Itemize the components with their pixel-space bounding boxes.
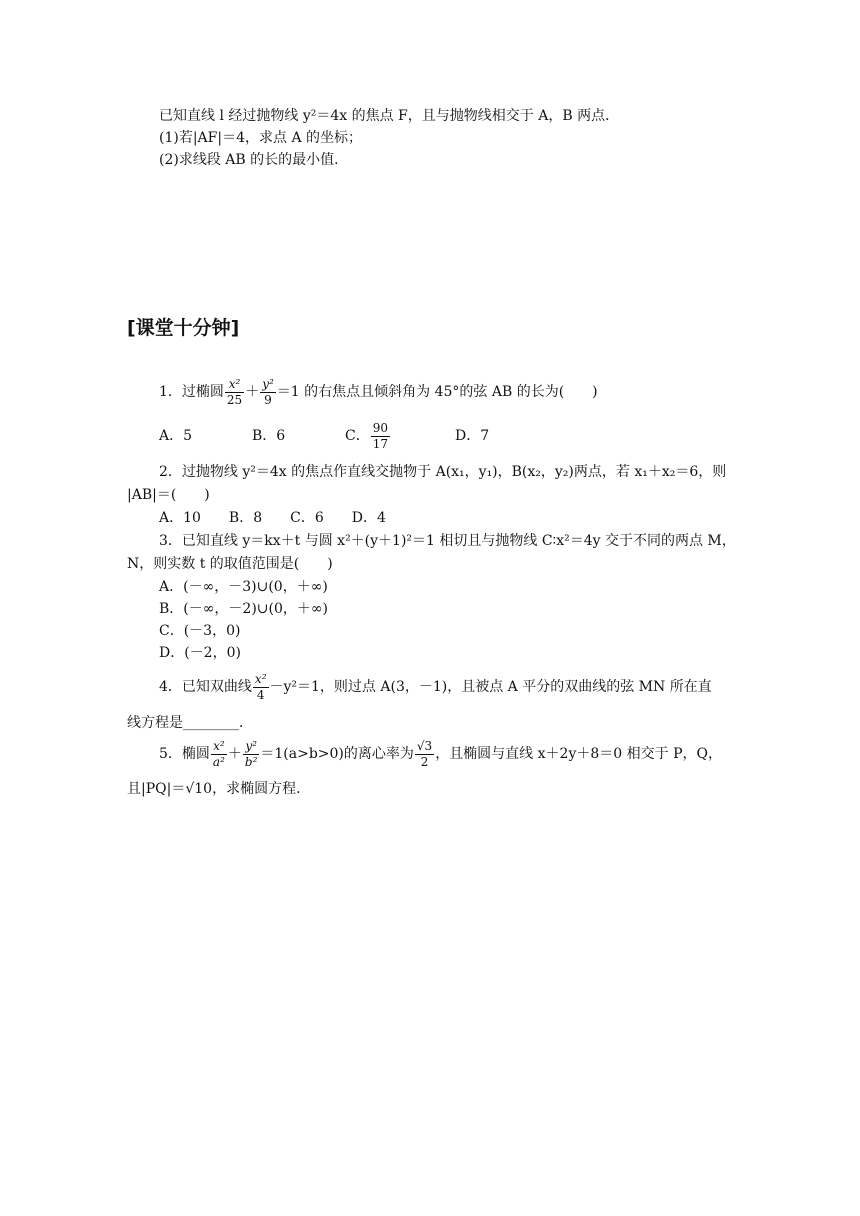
q5-fraction-y-den: b² — [244, 754, 258, 769]
q1-option-c-label: C． — [345, 428, 370, 444]
q1-fraction-x-num: x² — [225, 377, 244, 393]
q1-fraction-x — [225, 377, 244, 408]
q5-fraction-x-num: x² — [211, 739, 227, 755]
q4-pre: 4．已知双曲线 — [159, 679, 252, 695]
q1-option-d: D．7 — [455, 428, 490, 444]
q5-line1 — [159, 734, 722, 774]
q3-option-a: A．(－∞，－3)∪(0，＋∞) — [159, 579, 328, 595]
q3-option-d: D．(－2，0) — [159, 645, 241, 661]
q5-fraction-x-den: a² — [212, 754, 225, 769]
q5-eccentricity-num: √3 — [416, 738, 433, 753]
q1-pre: 过椭圆 — [181, 384, 224, 400]
q5-line2 — [127, 779, 310, 799]
q5-eccentricity-fraction — [415, 739, 434, 770]
q4-fraction-den: 4 — [256, 687, 265, 702]
q5-eccentricity-den: 2 — [420, 754, 429, 769]
q1-option-c-den: 17 — [372, 436, 388, 451]
q2-line1: 2．过抛物线 y²＝4x 的焦点作直线交抛物于 A(x₁，y₁)，B(x₂，y₂)两点，若 x₁＋x₂＝6，则 — [159, 464, 727, 480]
q1-option-a: A．5 — [159, 428, 193, 444]
q1-stem — [159, 372, 598, 412]
q1-fraction-y-den: 9 — [264, 392, 272, 407]
q4-line2: 线方程是________． — [127, 715, 253, 731]
q5-plus: ＋ — [227, 746, 242, 762]
q5-fraction-y — [243, 739, 260, 770]
q2-options: A．10 B．8 C．6 D．4 — [159, 510, 386, 526]
q4-fraction-num: x² — [254, 671, 267, 686]
intro-stem: 已知直线 l 经过抛物线 y²＝4x 的焦点 F，且与抛物线相交于 A，B 两点． — [159, 108, 620, 124]
q4-fraction — [253, 672, 269, 703]
q5-sqrt-value: √10 — [185, 781, 213, 797]
q5-mid: ＝1(a>b>0)的离心率为 — [260, 746, 414, 762]
intro-part2: (2)求线段 AB 的长的最小值． — [159, 152, 349, 168]
q5-fraction-y-num: y² — [243, 739, 260, 755]
q5-pre: 5．椭圆 — [159, 746, 210, 762]
q3-option-c: C．(－3，0) — [159, 623, 241, 639]
q1-option-b: B．6 — [252, 428, 286, 444]
q1-option-c-num: 90 — [372, 420, 388, 435]
q1-option-c-fraction — [371, 421, 390, 452]
q3-line1: 3．已知直线 y＝kx＋t 与圆 x²＋(y＋1)²＝1 相切且与抛物线 C∶x²＝4y 交于不同的两点 M， — [159, 533, 736, 549]
q1-post: ＝1 的右焦点且倾斜角为 45°的弦 AB 的长为( ) — [276, 384, 598, 400]
q5-line2-pre: 且|PQ|＝ — [127, 781, 186, 797]
q1-fraction-x-den: 25 — [226, 392, 243, 407]
q5-line2-post: ，求椭圆方程． — [212, 781, 311, 797]
q1-plus: ＋ — [245, 384, 260, 400]
q1-options — [159, 416, 489, 456]
q4-post: －y²＝1，则过点 A(3，－1)，且被点 A 平分的双曲线的弦 MN 所在直 — [269, 679, 712, 695]
section-title: [课堂十分钟] — [127, 317, 240, 339]
q1-number: 1． — [159, 384, 182, 400]
q4-line1 — [159, 667, 712, 707]
q1-option-c — [345, 416, 455, 456]
intro-part1: (1)若|AF|＝4，求点 A 的坐标； — [159, 130, 363, 146]
q5-fraction-x — [211, 739, 227, 770]
q3-line2: N，则实数 t 的取值范围是( ) — [127, 556, 333, 572]
q1-fraction-y — [260, 377, 276, 408]
q2-line2: |AB|＝( ) — [127, 487, 210, 503]
q1-fraction-y-num: y² — [262, 376, 274, 391]
q5-post: ，且椭圆与直线 x＋2y＋8＝0 相交于 P，Q， — [435, 746, 722, 762]
q3-option-b: B．(－∞，－2)∪(0，＋∞) — [159, 601, 329, 617]
